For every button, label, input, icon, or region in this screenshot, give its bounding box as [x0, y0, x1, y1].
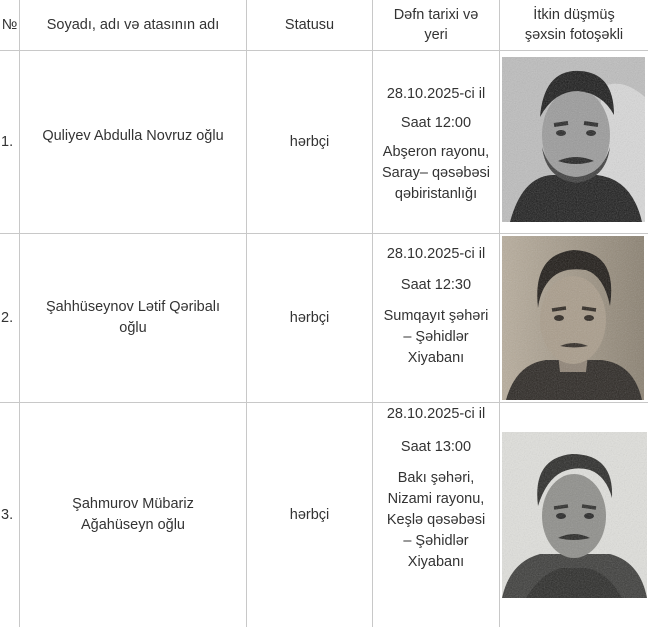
burial-place-line: Xiyabanı	[407, 554, 465, 570]
header-burial	[373, 0, 499, 50]
burial-place-line: qəbiristanlığı	[394, 186, 478, 202]
burial-place-line: – Şəhidlər	[403, 533, 469, 549]
person-name-line: Şahmurov Mübariz	[72, 496, 194, 512]
portrait-image	[502, 236, 644, 400]
burial-info	[373, 84, 499, 233]
burial-time: Saat 13:00	[400, 439, 472, 455]
burial-place-line: – Şəhidlər	[403, 329, 469, 345]
row-number: 2.	[1, 309, 14, 326]
person-photo	[502, 236, 644, 400]
burial-place-line: Xiyabanı	[407, 350, 465, 366]
header-name: Soyadı, adı və atasının adı	[46, 17, 220, 33]
burial-date: 28.10.2025-ci il	[386, 246, 486, 262]
burial-info	[373, 244, 499, 402]
burial-time: Saat 12:00	[400, 115, 472, 131]
burial-place-line: Abşeron rayonu,	[382, 144, 490, 160]
person-name	[20, 51, 246, 221]
portrait-image	[502, 57, 645, 222]
burial-info	[373, 404, 499, 627]
status-text: hərbçi	[289, 506, 330, 523]
row-number: 3.	[1, 506, 14, 523]
row-number: 1.	[1, 133, 14, 150]
person-name-line: oğlu	[119, 320, 147, 336]
burial-time: Saat 12:30	[400, 277, 472, 293]
burial-place-line: Saray– qəsəbəsi	[381, 165, 490, 181]
header-burial-line: yeri	[424, 27, 448, 43]
header-num: №	[1, 17, 18, 33]
person-name-line: Quliyev Abdulla Novruz oğlu	[42, 127, 224, 144]
burial-date: 28.10.2025-ci il	[386, 86, 486, 102]
header-photo-line: şəxsin fotoşəkli	[524, 27, 624, 43]
header-photo-line: İtkin düşmüş	[533, 7, 615, 23]
person-name	[20, 403, 246, 627]
status-text: hərbçi	[289, 133, 330, 150]
person-photo	[502, 57, 645, 222]
header-photo	[500, 0, 648, 50]
header-burial-line: Dəfn tarixi və	[393, 7, 479, 23]
burial-place-line: Nizami rayonu,	[387, 491, 485, 507]
header-status: Statusu	[284, 17, 335, 33]
person-name-line: Ağahüseyn oğlu	[81, 517, 185, 533]
burial-place-line: Sumqayıt şəhəri	[383, 308, 489, 324]
person-name-line: Şahhüseynov Lətif Qəribalı	[45, 299, 221, 315]
person-name	[20, 234, 246, 402]
burial-place-line: Bakı şəhəri,	[397, 470, 475, 486]
portrait-image	[502, 432, 647, 598]
status-text: hərbçi	[289, 309, 330, 326]
burial-place-line: Keşlə qəsəbəsi	[386, 512, 486, 528]
person-photo	[502, 432, 647, 598]
burial-date: 28.10.2025-ci il	[386, 406, 486, 422]
column-divider	[499, 0, 500, 627]
